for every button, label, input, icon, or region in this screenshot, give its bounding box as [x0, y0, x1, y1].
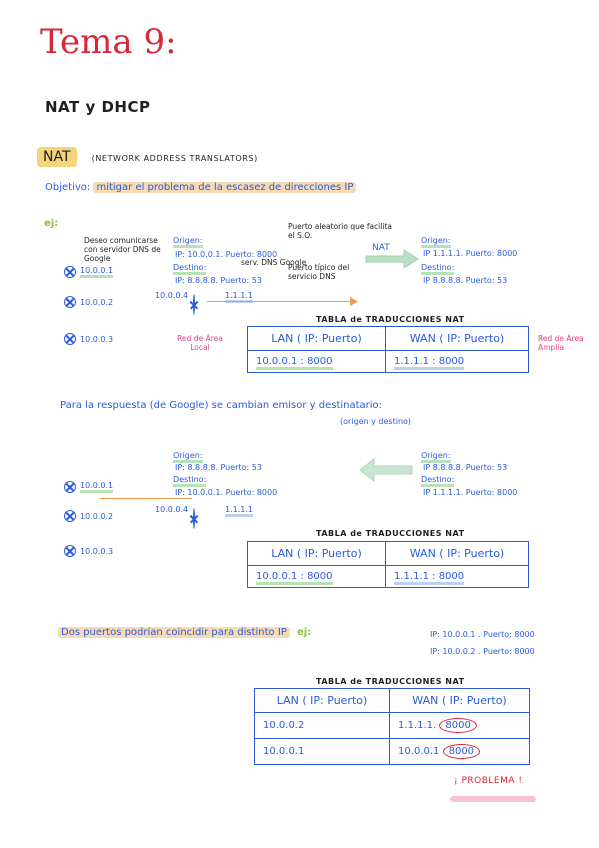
d1-router-ip: 10.0.0.4: [155, 291, 189, 300]
d2-host-3: 10.0.0.3: [64, 545, 113, 557]
puertos-text: Dos puertos podrían coincidir para distinto IP: [58, 627, 290, 638]
d3-wan-header: WAN ( IP: Puerto): [390, 689, 530, 713]
d1-right-destino-label: Destino:: [421, 263, 454, 272]
d2-router-icon: [193, 509, 195, 528]
ej-label: ej:: [44, 218, 59, 229]
d3-row-1-wan: 1.1.1.1. 8000: [390, 713, 530, 739]
d1-route-line: [207, 301, 352, 302]
d1-translation-table: [247, 326, 529, 373]
nat-badge: NAT: [37, 147, 77, 167]
computer-icon: [64, 481, 76, 493]
computer-icon: [64, 510, 76, 522]
d2-table-caption: TABLA de TRADUCCIONES NAT: [316, 529, 465, 538]
d2-left-origen-label: Origen:: [173, 451, 203, 460]
d1-route-arrow-icon: [350, 297, 358, 306]
d3-translation-table: [254, 688, 530, 765]
d1-left-origen: IP: 10.0.0.1. Puerto: 8000: [175, 250, 278, 259]
d1-left-destino: IP: 8.8.8.8. Puerto: 53: [175, 276, 262, 285]
d1-left-origen-label: Origen:: [173, 236, 203, 245]
objetivo-text: mitigar el problema de la escasez de direcciones IP: [93, 182, 356, 193]
table-row: [255, 713, 530, 739]
d2-host-1: 10.0.0.1: [64, 481, 113, 493]
d2-left-destino-label: Destino:: [173, 475, 206, 484]
d1-red-amplia: Red de Área Amplia: [538, 334, 584, 352]
nat-heading: [37, 146, 258, 165]
d1-right-origen: IP 1.1.1.1. Puerto: 8000: [423, 249, 518, 258]
d2-lan-header: LAN ( IP: Puerto): [248, 542, 386, 566]
problema-highlight: [450, 796, 536, 802]
note-serv-google: serv. DNS Google: [241, 258, 307, 267]
d3-row-2-lan: 10.0.0.1: [255, 739, 390, 765]
d2-left-origen: IP: 8.8.8.8. Puerto: 53: [175, 463, 262, 472]
d1-red-local: Red de Área Local: [177, 334, 223, 352]
respuesta-line-2: (origen y destino): [340, 417, 412, 426]
d1-router-public: 1.1.1.1: [225, 291, 253, 300]
d1-arrow-right-icon: [364, 248, 420, 270]
d2-router-public: 1.1.1.1: [225, 505, 253, 514]
d3-table-caption: TABLA de TRADUCCIONES NAT: [316, 677, 465, 686]
d1-lan-header: LAN ( IP: Puerto): [248, 327, 386, 351]
d3-row-1-port-circled: 8000: [439, 718, 476, 733]
objetivo-label: Objetivo:: [45, 182, 91, 193]
d2-host-2: 10.0.0.2: [64, 510, 113, 522]
d1-left-destino-label: Destino:: [173, 263, 206, 272]
computer-icon: [64, 333, 76, 345]
computer-icon: [64, 296, 76, 308]
d1-host-2: 10.0.0.2: [64, 296, 113, 308]
nat-expansion: (NETWORK ADDRESS TRANSLATORS): [91, 154, 258, 163]
d2-right-origen-label: Origen:: [421, 451, 451, 460]
d1-wan-header: WAN ( IP: Puerto): [386, 327, 529, 351]
d2-row-wan: 1.1.1.1 : 8000: [386, 566, 529, 588]
d1-host-1: 10.0.0.1: [64, 266, 113, 278]
d3-row-1-lan: 10.0.0.2: [255, 713, 390, 739]
puertos-line: [58, 627, 311, 638]
d2-right-destino-label: Destino:: [421, 475, 454, 484]
d2-right-origen: IP 8.8.8.8. Puerto: 53: [423, 463, 508, 472]
respuesta-line-1: Para la respuesta (de Google) se cambian emisor y destinatario:: [60, 400, 383, 411]
problema-label: ¡ PROBLEMA !: [454, 776, 523, 786]
table-row: [255, 739, 530, 765]
objetivo-line: [45, 182, 356, 193]
note-deseo: Deseo comunicarse con servidor DNS de Google: [84, 236, 161, 263]
d2-router-ip: 10.0.0.4: [155, 505, 189, 514]
d2-translation-table: [247, 541, 529, 588]
computer-icon: [64, 545, 76, 557]
d1-row-wan: 1.1.1.1 : 8000: [386, 351, 529, 373]
d3-row-2-wan: 10.0.0.1 8000: [390, 739, 530, 765]
page-title: Tema 9:: [40, 22, 177, 62]
d3-row-2-port-circled: 8000: [443, 744, 480, 759]
d2-route-line: [100, 498, 192, 499]
puertos-ej-label: ej:: [297, 627, 312, 638]
subtitle: NAT y DHCP: [45, 98, 151, 116]
d1-row-lan: 10.0.0.1 : 8000: [248, 351, 386, 373]
d1-right-origen-label: Origen:: [421, 236, 451, 245]
d1-right-destino: IP 8.8.8.8. Puerto: 53: [423, 276, 508, 285]
d2-row-lan: 10.0.0.1 : 8000: [248, 566, 386, 588]
note-puerto-tipico: Puerto típico del servicio DNS: [288, 263, 350, 281]
d2-left-destino: IP: 10.0.0.1. Puerto: 8000: [175, 488, 278, 497]
puertos-ej-1: IP: 10.0.0.1 . Puerto: 8000: [430, 630, 535, 639]
d2-wan-header: WAN ( IP: Puerto): [386, 542, 529, 566]
note-puerto-aleatorio: Puerto aleatorio que facilita el S.O.: [288, 222, 392, 240]
d1-nat-label: NAT: [372, 243, 390, 253]
d2-arrow-left-icon: [358, 457, 414, 483]
computer-icon: [64, 266, 76, 278]
puertos-ej-2: IP: 10.0.0.2 . Puerto: 8000: [430, 647, 535, 656]
d3-lan-header: LAN ( IP: Puerto): [255, 689, 390, 713]
d1-router-icon: [193, 295, 195, 314]
d2-right-destino: IP 1.1.1.1. Puerto: 8000: [423, 488, 518, 497]
d1-host-3: 10.0.0.3: [64, 333, 113, 345]
d1-table-caption: TABLA de TRADUCCIONES NAT: [316, 315, 465, 324]
